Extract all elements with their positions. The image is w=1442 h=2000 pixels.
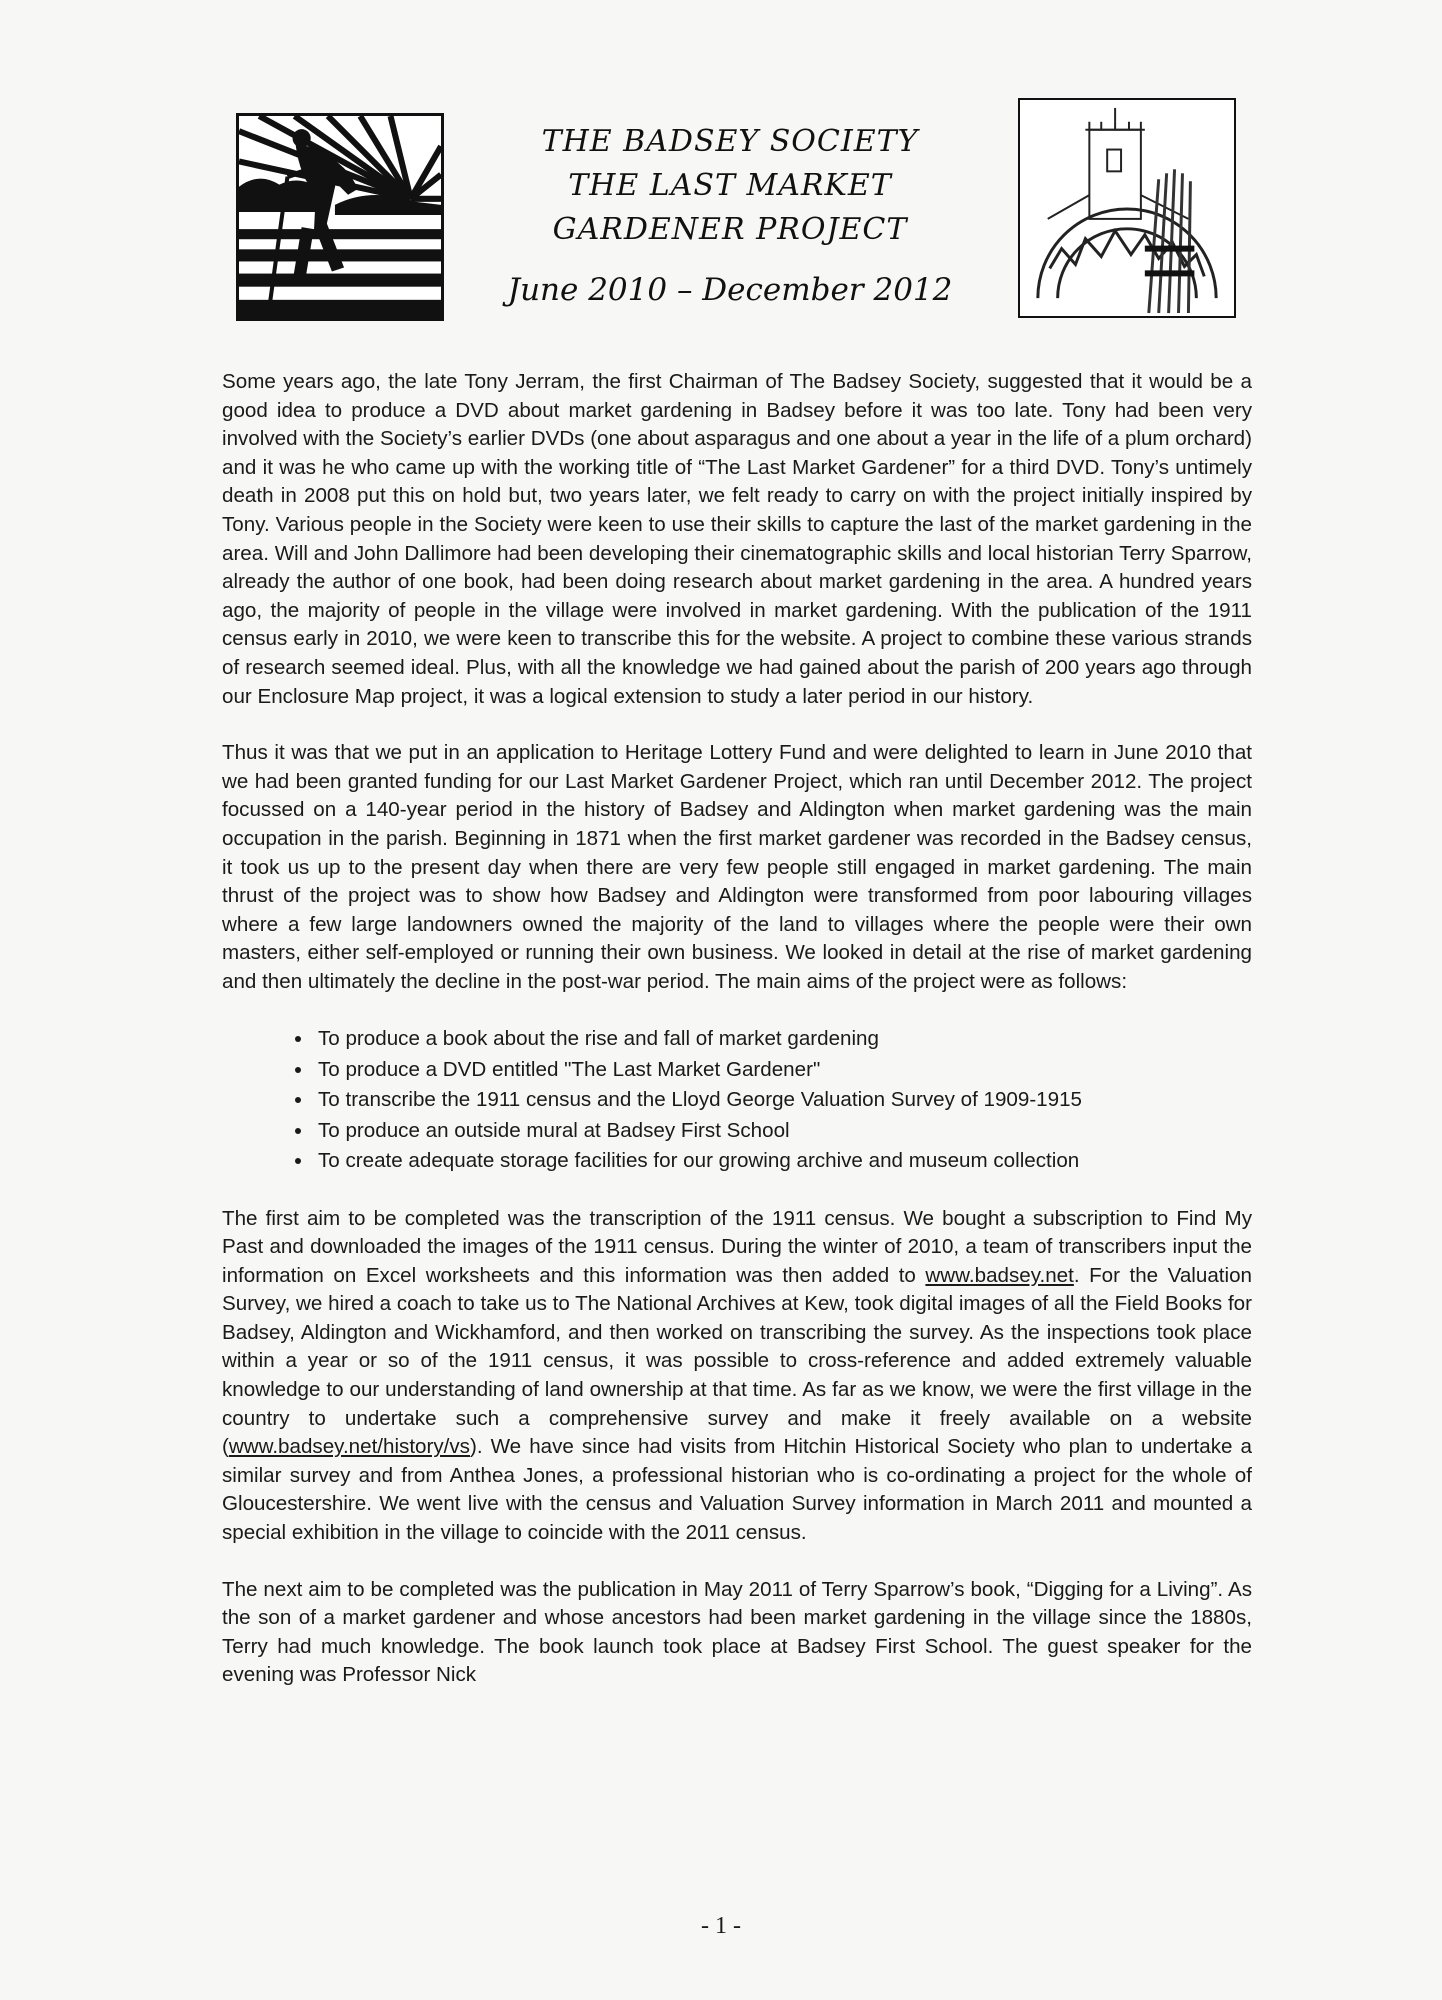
- church-asparagus-icon: [1018, 98, 1236, 318]
- market-gardener-hoeing-icon: [236, 113, 444, 321]
- header-title-line-2: THE LAST MARKET: [568, 168, 892, 203]
- header-dates: June 2010 – December 2012: [507, 272, 953, 308]
- page-number: - 1 -: [701, 1913, 741, 1939]
- header-title-line-1: THE BADSEY SOCIETY: [541, 124, 919, 159]
- paragraph-3: [222, 1205, 1252, 1548]
- paragraph-2: Thus it was that we put in an application to Heritage Lottery Fund and were delighted to learn in June 2010 that we had been granted funding for our Last Market Gardener Project, which ran until December 2012. The project focussed on a 140-year period in the history of Badsey and Aldington when market gardening was the main occupation in the parish. Beginning in 1871 when the first market gardener was recorded in the Badsey census, it took us up to the present day when there are very few people still engaged in market gardening. The main thrust of the project was to show how Badsey and Aldington were transformed from poor labouring villages where a few large landowners owned the majority of the land to villages where the people were their own masters, either self-employed or running their own business. We looked in detail at the rise of market gardening and then ultimately the decline in the post-war period. The main aims of the project were as follows:: [222, 741, 1252, 993]
- list-item: • To transcribe the 1911 census and the Lloyd George Valuation Survey of 1909-1915: [314, 1085, 1252, 1115]
- header-title-line-3: GARDENER PROJECT: [552, 212, 908, 247]
- valuation-survey-link[interactable]: www.badsey.net/history/vs: [228, 1435, 470, 1459]
- list-item: • To produce a DVD entitled "The Last Market Gardener": [314, 1055, 1252, 1085]
- paragraph-4: The next aim to be completed was the publication in May 2011 of Terry Sparrow’s book, “Digging for a Living”. As the son of a market gardener and whose ancestors had been market gardening in the village since the 1880s, Terry had much knowledge. The book launch took place at Badsey First School. The guest speaker for the evening was Professor Nick: [222, 1577, 1252, 1687]
- list-item: • To produce an outside mural at Badsey First School: [314, 1116, 1252, 1146]
- document-body: [222, 368, 1252, 1718]
- paragraph-1: Some years ago, the late Tony Jerram, the first Chairman of The Badsey Society, suggested that it would be a good idea to produce a DVD about market gardening in Badsey before it was too late. Tony had been very involved with the Society’s earlier DVDs (one about asparagus and one about a year in the life of a plum orchard) and it was he who came up with the working title of “The Last Market Gardener” for a third DVD. Tony’s untimely death in 2008 put this on hold but, two years later, we felt ready to carry on with the project initially inspired by Tony. Various people in the Society were keen to use their skills to capture the last of the market gardening in the area. Will and John Dallimore had been developing their cinematographic skills and local historian Terry Sparrow, already the author of one book, had been doing research about market gardening in the area. A hundred years ago, the majority of people in the village were involved in market gardening. With the publication of the 1911 census early in 2010, we were keen to transcribe this for the website. A project to combine these various strands of research seemed ideal. Plus, with all the knowledge we had gained about the parish of 200 years ago through our Enclosure Map project, it was a logical extension to study a later period in our history.: [222, 370, 1252, 708]
- paragraph-3-text-a: The first aim to be completed was the transcription of the 1911 census. We bought a subscription to Find My Past and downloaded the images of the 1911 census. During the winter of 2010, a team of transcribers input the information on Excel worksheets and this information was then added to: [222, 1206, 1252, 1287]
- paragraph-3-text-c: ). We have since had visits from Hitchin Historical Society who plan to undertake a similar survey and from Anthea Jones, a professional historian who is co-ordinating a project for the whole of Gloucestershire. We went live with the census and Valuation Survey information in March 2011 and mounted a special exhibition in the village to coincide with the 2011 census.: [222, 1435, 1252, 1545]
- list-item: • To produce a book about the rise and fall of market gardening: [314, 1024, 1252, 1054]
- badsey-website-link[interactable]: www.badsey.net: [925, 1263, 1074, 1287]
- list-item: • To create adequate storage facilities for our growing archive and museum collection: [314, 1146, 1252, 1176]
- paragraph-3-text-b: . For the Valuation Survey, we hired a coach to take us to The National Archives at Kew, took digital images of all the Field Books for Badsey, Aldington and Wickhamford, and then worked on transcribing the survey. As the inspections took place within a year or so of the 1911 census, it was possible to cross-reference and added extremely valuable knowledge to our understanding of land ownership at that time. As far as we know, we were the first village in the country to undertake such a comprehensive survey and make it freely available on a website (: [222, 1263, 1252, 1459]
- aims-list: [222, 1024, 1252, 1176]
- document-header: [480, 120, 980, 310]
